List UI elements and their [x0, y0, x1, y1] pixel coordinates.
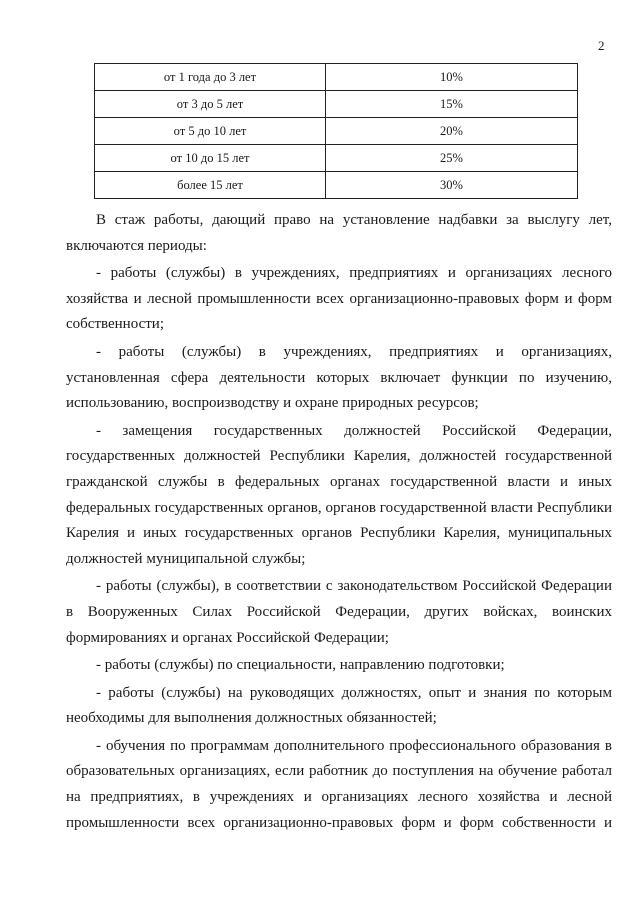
table-cell-percent: 25% [326, 145, 578, 172]
paragraph-natural-resources-work: - работы (службы) в учреждениях, предприятиях и организациях, установленная сфера деятельности которых включает функции по изучению, использованию, воспроизводству и охране природных ресурсов; [66, 343, 612, 412]
table-row [95, 91, 578, 118]
table-cell-period: от 3 до 5 лет [95, 91, 326, 118]
paragraph-military-service: - работы (службы), в соответствии с законодательством Российской Федерации в Вооруженных Силах Российской Федерации, других войсках, воинских формированиях и органах Российской Федерации; [66, 578, 612, 646]
paragraph-intro: В стаж работы, дающий право на установление надбавки за выслугу лет, включаются периоды: [66, 212, 612, 254]
seniority-allowance-table [94, 63, 578, 199]
page-number: 2 [598, 38, 605, 53]
table-cell-period: от 10 до 15 лет [95, 145, 326, 172]
table-row [95, 172, 578, 199]
document-body [66, 208, 612, 836]
table-row [95, 118, 578, 145]
table-cell-percent: 30% [326, 172, 578, 199]
paragraph-public-positions: - замещения государственных должностей Российской Федерации, государственных должностей Республики Карелия, должностей государственной гражданской службы в федеральных органах государственной власти и иных федеральных государственных органов, органов государственной власти Республики Карелия и иных государственных органов Республики Карелия, муниципальных должностей муниципальной службы; [66, 422, 612, 567]
table-cell-percent: 20% [326, 118, 578, 145]
table-cell-percent: 15% [326, 91, 578, 118]
paragraph-forestry-work: - работы (службы) в учреждениях, предприятиях и организациях лесного хозяйства и лесной промышленности всех организационно-правовых форм и форм собственности; [66, 265, 612, 333]
table-cell-period: от 1 года до 3 лет [95, 64, 326, 91]
table-cell-period: более 15 лет [95, 172, 326, 199]
table-cell-percent: 10% [326, 64, 578, 91]
table-row [95, 145, 578, 172]
paragraph-management-work: - работы (службы) на руководящих должностях, опыт и знания по которым необходимы для выполнения должностных обязанностей; [66, 684, 612, 727]
paragraph-professional-training: - обучения по программам дополнительного профессионального образования в образовательных организациях, если работник до поступления на обучение работал на предприятиях, в учреждениях и организациях лесного хозяйства и лесной промышленности всех организационно-правовых форм и форм собственности и [66, 737, 612, 831]
table-cell-period: от 5 до 10 лет [95, 118, 326, 145]
table-row [95, 64, 578, 91]
paragraph-specialty-work: - работы (службы) по специальности, направлению подготовки; [96, 657, 505, 674]
